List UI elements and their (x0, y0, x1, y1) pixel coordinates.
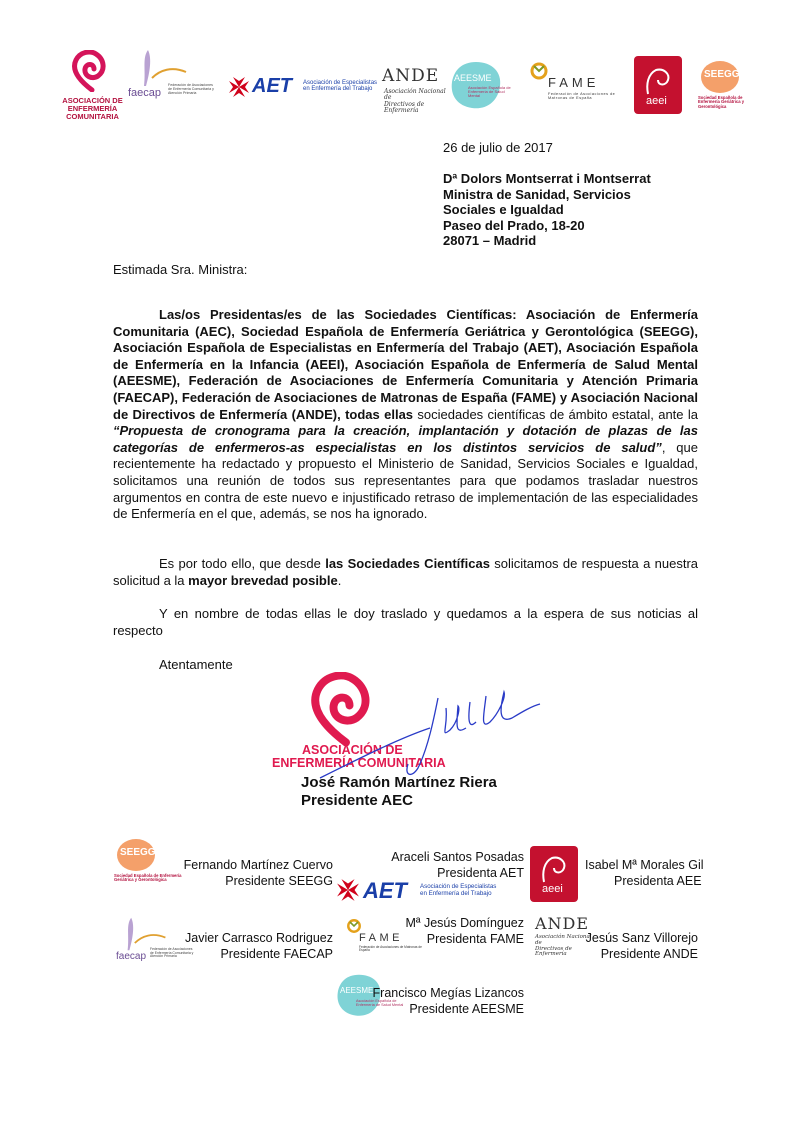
stamp-line2: ENFERMERÍA COMUNITARIA (272, 756, 446, 770)
ande-name: ANDE (382, 66, 440, 86)
fame-member-caption: Federación de Asociaciones de Matronas de España (359, 945, 422, 953)
recipient-line: Sociales e Igualdad (443, 202, 564, 217)
p2-bold1: las Sociedades Científicas (325, 556, 490, 571)
member-title: Presidenta FAME (426, 932, 524, 946)
member-name: Araceli Santos Posadas (391, 850, 524, 864)
paragraph-3: Y en nombre de todas ellas le doy traslado y quedamos a la espera de sus noticias al respecto (113, 606, 698, 638)
faecap-caption: Federación de Asociaciones de Enfermería Comunitaria y Atención Primaria (168, 83, 214, 95)
paragraph-2 (113, 556, 698, 589)
member-name: Fernando Martínez Cuervo (183, 858, 333, 872)
aeesme-caption: Asociación Española de Enfermería de Salud Mental (468, 85, 511, 99)
aec-logo (50, 50, 135, 125)
seegg-member-name: SEEGG (120, 847, 156, 858)
fame-member-name: FAME (359, 932, 403, 944)
seegg-member-logo (112, 838, 182, 893)
member-title: Presidente FAECAP (220, 947, 333, 961)
aet-member-caption-2: en Enfermería del Trabajo (420, 889, 492, 897)
stamp-line1: ASOCIACIÓN DE (302, 743, 403, 757)
aeei-member-logo (530, 846, 578, 902)
ande-member-caption-2: Directivos de Enfermería (535, 945, 572, 958)
child-profile-icon (538, 854, 570, 884)
member-title: Presidenta AET (437, 866, 524, 880)
aeei-logo (634, 56, 682, 114)
quill-pen-icon (130, 48, 190, 88)
recipient-line: Ministra de Sanidad, Servicios (443, 186, 631, 202)
paragraph-1 (113, 307, 698, 523)
fame-caption: Federación de Asociaciones de Matronas de España (548, 92, 616, 100)
member-name: Mª Jesús Domínguez (405, 916, 524, 930)
p1-bold: Las/os Presidentas/es de las Sociedades Científicas: Asociación de Enfermería Comunitaria (AEC), Sociedad Española de Enfermería Geriátrica y Gerontológica (SEEGG), Asociación Española de Especialistas en Enfermería del Trabajo (AET), Asociación Española de Enfermería en la Infancia (AEEI), Asociación Española de Enfermería de Salud Mental (AEESME), Federación de Asociaciones de Enfermería Comunitaria y Atención Primaria (FAECAP), Federación de Asociaciones de Matronas de España (FAME) y Asociación Nacional de Directivos de Enfermería (ANDE), todas ellas (113, 307, 698, 422)
member-name: Isabel Mª Morales Gil (585, 858, 704, 872)
aet-name: AET (252, 75, 292, 97)
fame-logo (528, 62, 633, 102)
maltese-cross-icon (336, 878, 360, 902)
recipient-line: Paseo del Prado, 18-20 (443, 217, 585, 233)
recipient-block (443, 171, 651, 249)
seegg-member-caption: Sociedad Española de Enfermería Geriátrica y Gerontológica (114, 873, 182, 883)
header-logos (0, 40, 791, 125)
p2-bold2: mayor brevedad posible (188, 572, 338, 588)
member-seegg (180, 857, 333, 889)
ande-caption-2: Directivos de Enfermería (384, 100, 425, 114)
aet-caption-1: Asociación de Especialistas (303, 80, 378, 86)
ande-caption-1: Asociación Nacional de (384, 88, 446, 102)
member-title: Presidenta AEE (614, 874, 702, 888)
member-fame (390, 915, 524, 947)
member-title: Presidente SEEGG (225, 874, 333, 888)
letter-date: 26 de julio de 2017 (443, 140, 553, 155)
p2-a: Es por todo ello, que desde (159, 556, 326, 571)
member-aet (370, 849, 524, 881)
aeesme-member-caption: Asociación Española de Enfermería de Salud Mental (356, 999, 404, 1007)
ande-logo (382, 66, 448, 114)
faecap-member-name: faecap (116, 951, 147, 962)
aeei-name: aeei (646, 95, 667, 107)
salutation: Estimada Sra. Ministra: (113, 262, 248, 277)
aeesme-logo (448, 60, 518, 115)
member-title: Presidente AEESME (409, 1002, 524, 1016)
member-faecap (180, 930, 333, 962)
recipient-line: 28071 – Madrid (443, 233, 537, 248)
aeei-member-name: aeei (542, 883, 563, 895)
member-title: Presidente ANDE (600, 947, 698, 961)
red-spiral-heart-icon (72, 50, 112, 92)
aet-caption-2: en Enfermería del Trabajo (303, 86, 373, 93)
member-name: Francisco Megías Lizancos (372, 986, 524, 1000)
aet-member-caption-1: Asociación de Especialistas (420, 883, 497, 890)
recipient-line: Dª Dolors Montserrat i Montserrat (443, 171, 651, 186)
seegg-name: SEEGG (704, 69, 740, 80)
ande-member-caption-1: Asociación Nacional de (535, 934, 592, 946)
p1-italic: “Propuesta de cronograma para la creación, implantación y dotación de plazas de las categorías de enfermeros-as especialistas en los distintos servicios de salud” (113, 423, 698, 455)
member-aeesme (370, 985, 524, 1017)
p1-end: , que recientemente ha redactado y propuesto el Ministerio de Sanidad, Servicios Sociales e Igualdad, solicitamos una reunión de todos sus representantes para que podamos trasladar nuestros argumentos en contra de este nuevo e injustificado retraso de implementación de las especialidades de Enfermería en el que, además, se nos ha ignorado. (113, 439, 698, 522)
handwritten-signature (300, 678, 560, 788)
faecap-logo (128, 48, 218, 113)
seegg-caption: Sociedad Española de Enfermería Geriátrica y Gerontológica (698, 95, 745, 109)
signer-title: Presidente AEC (301, 792, 413, 809)
member-name: Javier Carrasco Rodriguez (185, 931, 333, 945)
seegg-logo (694, 60, 764, 115)
aeesme-member-name: AEESME (340, 986, 374, 995)
aet-member-name: AET (363, 878, 407, 903)
p2-c: . (337, 572, 342, 588)
aec-logo-line2: ENFERMERÍA COMUNITARIA (66, 103, 119, 121)
aeesme-name: AEESME (454, 73, 492, 83)
p2-b: solicitamos de respuesta a nuestra solicitud a la (113, 556, 699, 588)
aet-member-logo (336, 878, 506, 904)
member-ande (580, 930, 698, 962)
maltese-cross-icon (228, 76, 250, 98)
member-aeei (585, 857, 735, 889)
faecap-name: faecap (128, 87, 162, 99)
wreath-icon (528, 62, 550, 80)
signer-name: José Ramón Martínez Riera (301, 774, 497, 791)
faecap-member-caption: Federación de Asociaciones de Enfermería Comunitaria y Atención Primaria (150, 947, 194, 959)
fame-name: FAME (548, 75, 600, 90)
ande-member-name: ANDE (535, 914, 590, 933)
aet-logo (228, 74, 378, 100)
child-profile-icon (642, 66, 674, 96)
closing: Atentamente (159, 657, 233, 672)
aec-logo-line1: ASOCIACIÓN DE (62, 96, 123, 105)
member-name: Jesús Sanz Villorejo (585, 931, 698, 945)
p1-mid: sociedades científicas de ámbito estatal, ante la (413, 406, 698, 422)
